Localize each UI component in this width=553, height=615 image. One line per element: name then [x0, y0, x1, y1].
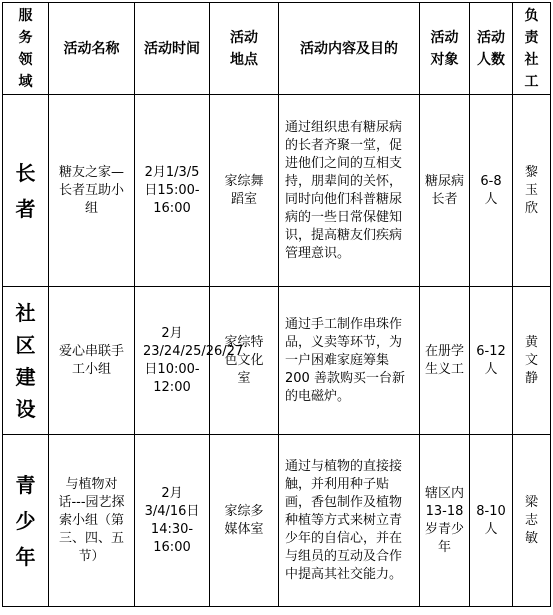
- row-domain: 社区建设: [3, 287, 49, 435]
- row-worker: 梁志敏: [513, 435, 551, 607]
- row-activity-place: 家综特色文化室: [210, 287, 279, 435]
- header-place: 活动地点: [210, 3, 279, 95]
- row-activity-target: 辖区内13-18岁青少年: [420, 435, 470, 607]
- row-activity-count: 6-8人: [470, 95, 513, 287]
- row-activity-count: 6-12人: [470, 287, 513, 435]
- row-domain: 青少年: [3, 435, 49, 607]
- row-activity-place: 家综舞蹈室: [210, 95, 279, 287]
- header-content: 活动内容及目的: [279, 3, 420, 95]
- activity-table: [2, 2, 551, 607]
- header-row: [3, 3, 551, 95]
- row-activity-content: 通过与植物的直接接触，并利用种子贴画，香包制作及植物种植等方式来树立青少年的自信心，并在与组员的互动及合作中提高其社交能力。: [279, 435, 420, 607]
- header-time: 活动时间: [135, 3, 210, 95]
- header-name: 活动名称: [49, 3, 135, 95]
- row-activity-name: 与植物对话---园艺探索小组（第三、四、五节）: [49, 435, 135, 607]
- row-activity-content: 通过组织患有糖尿病的长者齐聚一堂，促进他们之间的互相支持，朋辈间的关怀，同时向他们科普糖尿病的一些日常保健知识，提高糖友们疾病管理意识。: [279, 95, 420, 287]
- row-activity-target: 糖尿病长者: [420, 95, 470, 287]
- table-row: [3, 287, 551, 435]
- row-activity-time: 2月23/24/25/26/27日10:00-12:00: [135, 287, 210, 435]
- row-activity-content: 通过手工制作串珠作品，义卖等环节，为一户困难家庭筹集 200 善款购买一台新的电磁炉。: [279, 287, 420, 435]
- row-activity-place: 家综多媒体室: [210, 435, 279, 607]
- header-count: 活动人数: [470, 3, 513, 95]
- row-activity-time: 2月1/3/5日15:00-16:00: [135, 95, 210, 287]
- table-row: [3, 435, 551, 607]
- row-worker: 黄文静: [513, 287, 551, 435]
- row-activity-count: 8-10人: [470, 435, 513, 607]
- table-row: [3, 95, 551, 287]
- row-activity-name: 爱心串联手工小组: [49, 287, 135, 435]
- row-domain: 长者: [3, 95, 49, 287]
- row-activity-time: 2月3/4/16日14:30-16:00: [135, 435, 210, 607]
- header-target: 活动对象: [420, 3, 470, 95]
- row-worker: 黎玉欣: [513, 95, 551, 287]
- row-activity-name: 糖友之家—长者互助小组: [49, 95, 135, 287]
- header-worker: 负责社工: [513, 3, 551, 95]
- header-domain: 服务领域: [3, 3, 49, 95]
- row-activity-target: 在册学生义工: [420, 287, 470, 435]
